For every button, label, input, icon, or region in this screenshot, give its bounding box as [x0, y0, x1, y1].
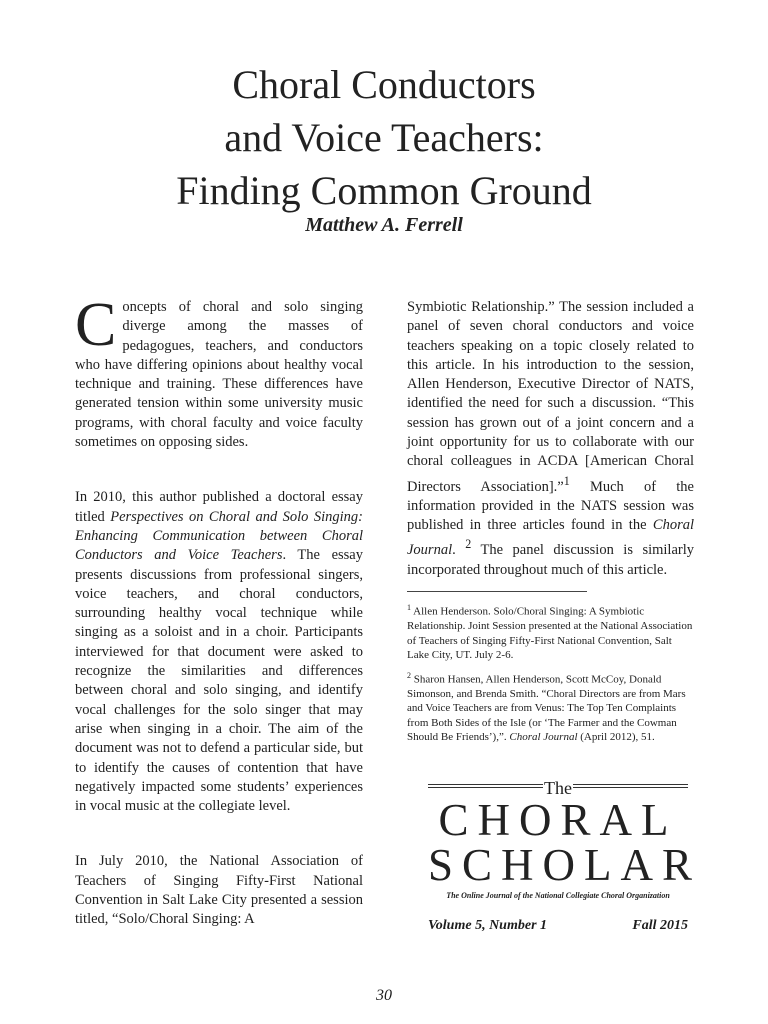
journal-title: Choral Journal [407, 517, 694, 559]
footnote-2-journal: Choral Journal [509, 731, 578, 744]
paragraph-1-text: oncepts of choral and solo singing diverge among the masses of pedagogues, teachers, and conductors who have differing opinions about healthy vocal technique and training. These differences have generated tension within some university music programs, with choral faculty and voice faculty sometimes on opposing sides. [75, 299, 363, 451]
footnote-2-tail: (April 2012), 51. [577, 731, 655, 744]
right-column [407, 298, 694, 616]
drop-cap: C [75, 291, 117, 359]
title-line-2: and Voice Teachers: [224, 115, 544, 160]
essay-title: Perspectives on Choral and Solo Singing: Enhancing Communication between Choral Conductors and Voice Teachers [75, 508, 363, 564]
paragraph-4-text-c: . [452, 542, 466, 559]
footnote-2 [407, 669, 694, 745]
paragraph-4-text-a: Symbiotic Relationship.” The session included a panel of seven choral conductors and voice teachers speaking on a topic closely related to this article. In his introduction to the session, Allen Henderson, Executive Director of NATS, identified the need for such a discussion. “This session has grown out of a joint concern and a joint opportunity for us to collaborate with our choral colleagues in ACDA [American Choral Directors Association].” [407, 299, 694, 495]
paragraph-4-text-b: Much of the information provided in the NATS session was published in three articles found in the [407, 478, 694, 534]
paragraph-4-text-d: The panel discussion is similarly incorporated throughout much of this article. [407, 542, 694, 578]
footnote-1-number: 1 [407, 603, 411, 612]
paragraph-1 [75, 291, 363, 452]
footnote-1-text: Allen Henderson. Solo/Choral Singing: A Symbiotic Relationship. Joint Session presented at the National Association of Teachers of Singing Fifty-First National Convention, Salt Lake City, UT. July 2-6. [407, 605, 693, 662]
title-line-3: Finding Common Ground [176, 168, 592, 213]
paragraph-2 [75, 488, 363, 816]
footnote-ref-2[interactable]: 2 [465, 537, 472, 552]
footnote-2-number: 2 [407, 670, 411, 680]
paragraph-2-text-a: In 2010, this author published a doctoral essay titled [75, 489, 363, 525]
page-number: 30 [376, 987, 392, 1004]
issue-info [428, 918, 688, 934]
article-title [0, 58, 768, 217]
journal-logo [428, 778, 702, 900]
logo-choral: CHORAL [438, 795, 678, 845]
footnotes [407, 601, 694, 751]
paragraph-3: In July 2010, the National Association of Teachers of Singing Fifty-First National Convention in Salt Lake City presented a session titled, “Solo/Choral Singing: A [75, 853, 363, 928]
paragraph-4 [407, 298, 694, 580]
logo-the: The [428, 778, 688, 798]
volume-number: Volume 5, Number 1 [428, 918, 548, 933]
issue-season: Fall 2015 [632, 918, 688, 933]
footnote-ref-1[interactable]: 1 [563, 473, 570, 488]
footnote-2-text: Sharon Hansen, Allen Henderson, Scott McCoy, Donald Simonson, and Brenda Smith. “Choral Directors are from Mars and Voice Teachers are from Venus: The Top Ten Complaints from Both Sides of the Isle (or ‘The Farmer and the Cowman Should Be Friends’),”. [407, 673, 686, 744]
paragraph-2-text-b: . The essay presents discussions from professional singers, voice teachers, and choral conductors, surrounding healthy vocal technique while singing as a soloist and in a choir. Participants interviewed for that document were asked to recognize the similarities and differences between choral and solo singing, and identify vocal challenges for the solo singer that may arise when singing in a choir. The aim of the document was not to defend a particular side, but to identify the causes of contention that have negatively impacted some students’ experiences in vocal music at the collegiate level. [75, 547, 363, 815]
footnote-divider [407, 591, 587, 592]
footnote-1 [407, 601, 694, 663]
logo-scholar: SCHOLAR [428, 840, 702, 890]
logo-subtitle: The Online Journal of the National Collegiate Choral Organization [446, 891, 670, 900]
title-line-1: Choral Conductors [232, 62, 536, 107]
author-name: Matthew A. Ferrell [305, 214, 463, 236]
left-column [75, 291, 363, 966]
